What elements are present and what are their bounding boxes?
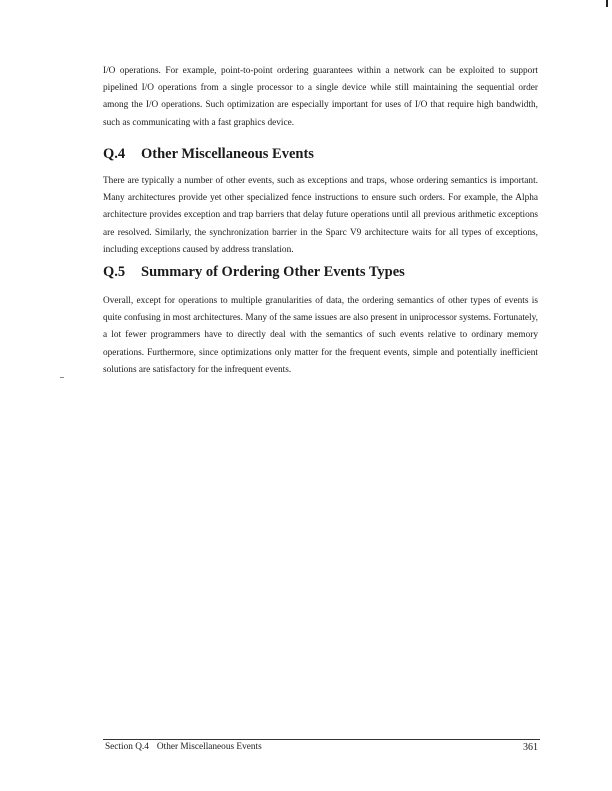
section-heading xyxy=(103,264,405,281)
section-number: Q.5 xyxy=(103,264,126,280)
section-heading xyxy=(103,146,314,163)
footer-section-title: Other Miscellaneous Events xyxy=(156,742,262,752)
body-paragraph: Overall, except for operations to multiple granularities of data, the ordering semantics of other types of events is quite confusing in most architectures. Many of the same issues are also present in uniprocessor systems. Fortunately, a lot fewer programmers have to directly deal with the semantics of such events relative to ordinary memory operations. Furthermore, since optimizations only matter for the frequent events, simple and potentially inefficient solutions are satisfactory for the infrequent events. xyxy=(103,296,538,375)
running-footer xyxy=(105,742,262,752)
scan-artifact-mark xyxy=(606,0,608,7)
body-paragraph: I/O operations. For example, point-to-point ordering guarantees within a network can be exploited to support pipelined I/O operations from a single processor to a single device while still maintaining the sequential order among the I/O operations. Such optimization are especially important for uses of I/O that require high bandwidth, such as communicating with a fast graphics device. xyxy=(103,66,538,128)
footer-section-label: Section Q.4 xyxy=(105,742,149,752)
body-paragraph: There are typically a number of other events, such as exceptions and traps, whose ordering semantics is important. Many architectures provide yet other specialized fence instructions to ensure such orders. For example, the Alpha architecture provides exception and trap barriers that delay future operations until all previous arithmetic exceptions are resolved. Similarly, the synchronization barrier in the Sparc V9 architecture waits for all types of exceptions, including exceptions caused by address translation. xyxy=(103,176,538,255)
section-title: Summary of Ordering Other Events Types xyxy=(141,264,405,280)
scan-artifact-mark xyxy=(60,377,64,378)
section-title: Other Miscellaneous Events xyxy=(141,146,314,162)
page-number: 361 xyxy=(523,742,538,753)
section-number: Q.4 xyxy=(103,146,126,162)
footer-rule xyxy=(103,739,540,740)
